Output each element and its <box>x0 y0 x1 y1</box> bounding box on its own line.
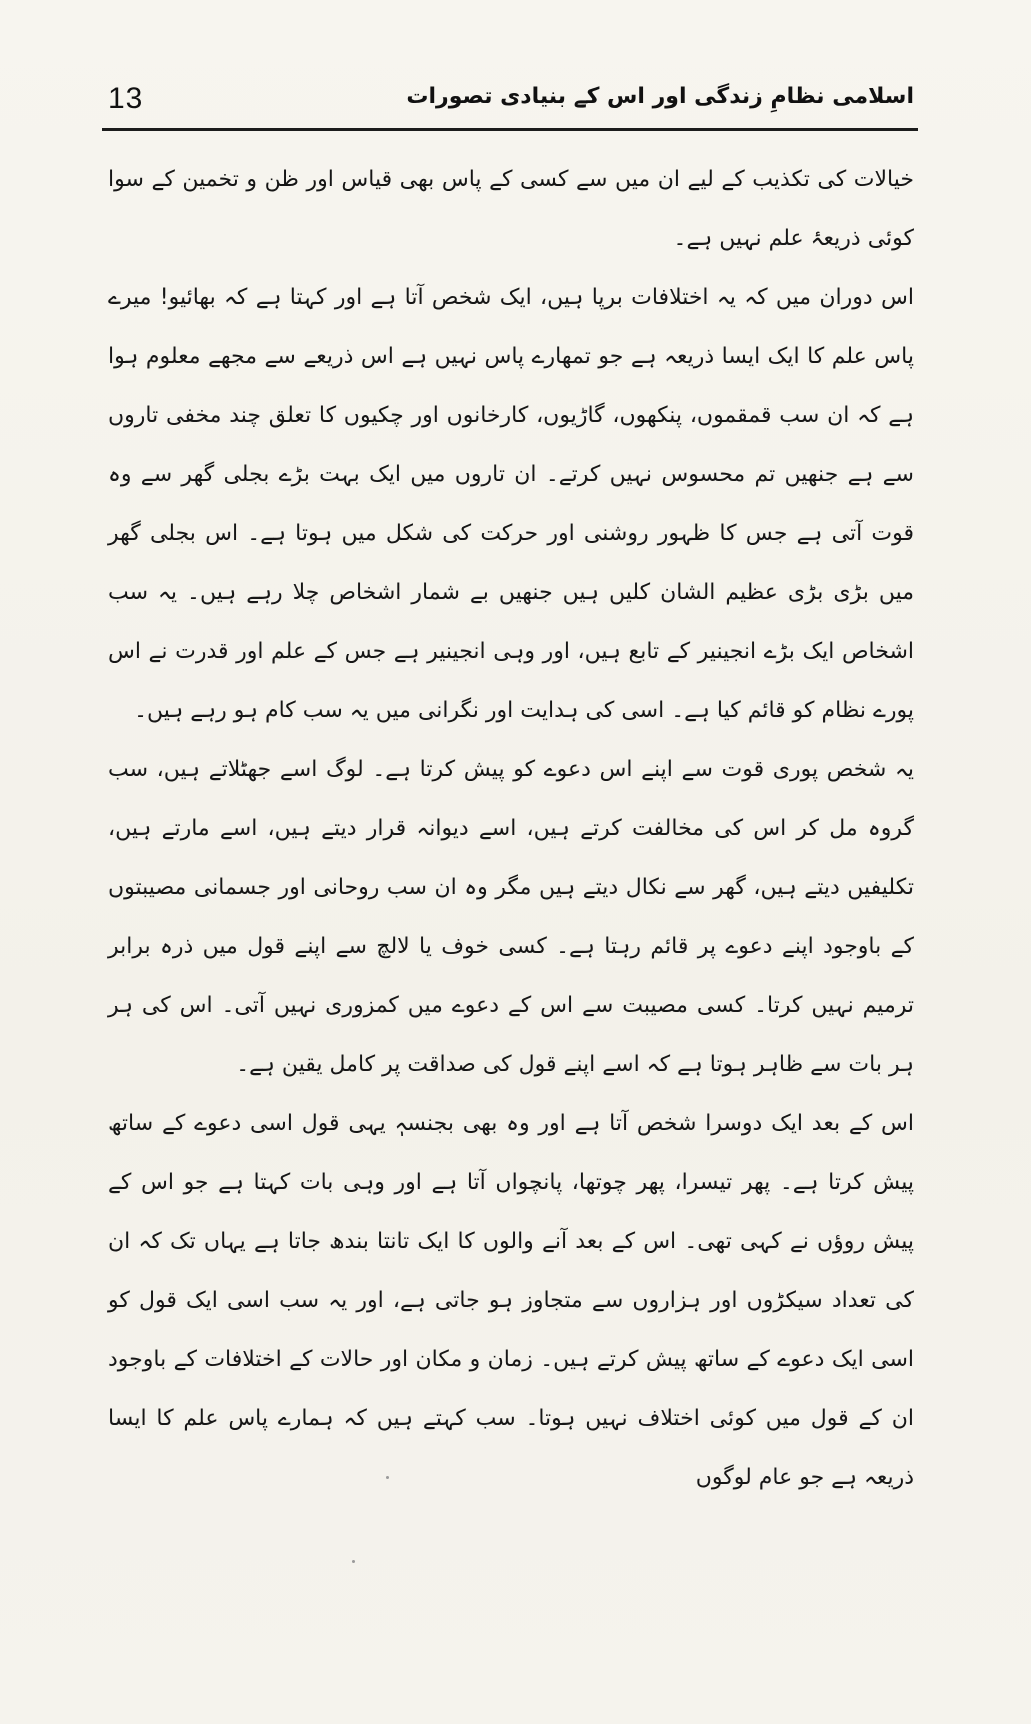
running-title: اسلامی نظامِ زندگی اور اس کے بنیادی تصورات <box>406 84 914 109</box>
paper-speck <box>352 1560 355 1563</box>
paragraph-3: یہ شخص پوری قوت سے اپنے اس دعوے کو پیش کرتا ہے۔ لوگ اسے جھٹلاتے ہیں، سب گروہ مل کر اس کی مخالفت کرتے ہیں، اسے دیوانہ قرار دیتے ہیں، اسے مارتے ہیں، تکلیفیں دیتے ہیں، گھر سے نکال دیتے ہیں مگر وہ ان سب روحانی اور جسمانی مصیبتوں کے باوجود اپنے دعوے پر قائم رہتا ہے۔ کسی خوف یا لالچ سے اپنے قول میں ذرہ برابر ترمیم نہیں کرتا۔ کسی مصیبت سے اس کے دعوے میں کمزوری نہیں آتی۔ اس کی ہر ہر بات سے ظاہر ہوتا ہے کہ اسے اپنے قول کی صداقت پر کامل یقین ہے۔ <box>108 757 914 1077</box>
body-text <box>108 150 914 1507</box>
header-rule <box>102 128 918 131</box>
page-header <box>108 82 914 126</box>
paragraph-4: اس کے بعد ایک دوسرا شخص آتا ہے اور وہ بھی بجنسہٖ یہی قول اسی دعوے کے ساتھ پیش کرتا ہے۔ پھر تیسرا، پھر چوتھا، پانچواں آتا ہے اور وہی بات کہتا ہے جو اس کے پیش روؤں نے کہی تھی۔ اس کے بعد آنے والوں کا ایک تانتا بندھ جاتا ہے یہاں تک کہ ان کی تعداد سیکڑوں اور ہزاروں سے متجاوز ہو جاتی ہے، اور یہ سب اسی ایک قول کو اسی ایک دعوے کے ساتھ پیش کرتے ہیں۔ زمان و مکان اور حالات کے اختلافات کے باوجود ان کے قول میں کوئی اختلاف نہیں ہوتا۔ سب کہتے ہیں کہ ہمارے پاس علم کا ایسا ذریعہ ہے جو عام لوگوں <box>108 1111 914 1490</box>
paragraph-1: خیالات کی تکذیب کے لیے ان میں سے کسی کے پاس بھی قیاس اور ظن و تخمین کے سوا کوئی ذریعۂ علم نہیں ہے۔ <box>108 167 914 251</box>
paragraph-2: اس دوران میں کہ یہ اختلافات برپا ہیں، ایک شخص آتا ہے اور کہتا ہے کہ بھائیو! میرے پاس علم کا ایک ایسا ذریعہ ہے جو تمھارے پاس نہیں ہے اس ذریعے سے مجھے معلوم ہوا ہے کہ ان سب قمقموں، پنکھوں، گاڑیوں، کارخانوں اور چکیوں کا تعلق چند مخفی تاروں سے ہے جنھیں تم محسوس نہیں کرتے۔ ان تاروں میں ایک بہت بڑے بجلی گھر سے وہ قوت آتی ہے جس کا ظہور روشنی اور حرکت کی شکل میں ہوتا ہے۔ اس بجلی گھر میں بڑی بڑی عظیم الشان کلیں ہیں جنھیں بے شمار اشخاص چلا رہے ہیں۔ یہ سب اشخاص ایک بڑے انجینیر کے تابع ہیں، اور وہی انجینیر ہے جس کے علم اور قدرت نے اس پورے نظام کو قائم کیا ہے۔ اسی کی ہدایت اور نگرانی میں یہ سب کام ہو رہے ہیں۔ <box>108 285 914 723</box>
paper-speck <box>386 1476 389 1479</box>
page-number: 13 <box>108 82 144 115</box>
